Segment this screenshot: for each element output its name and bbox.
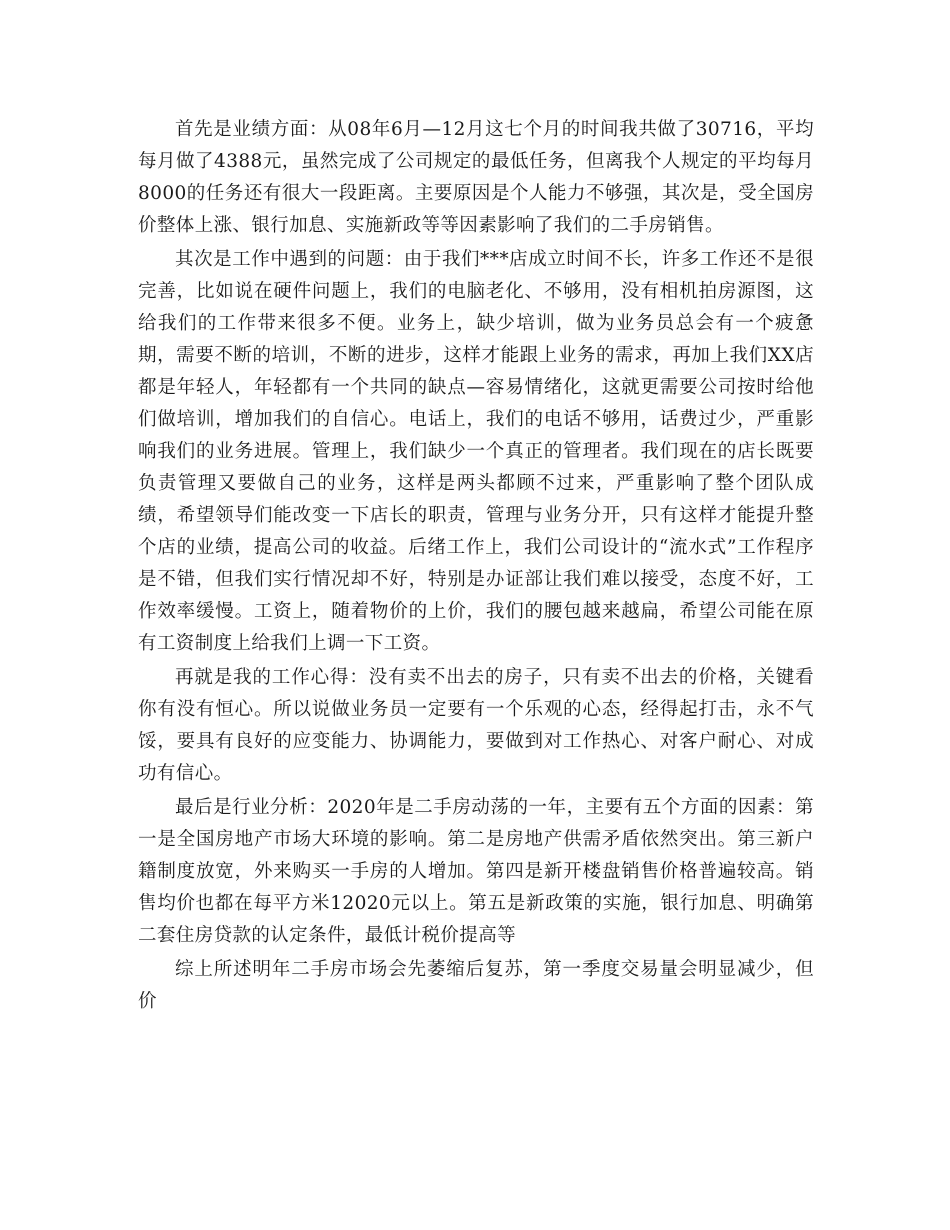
paragraph-performance: 首先是业绩方面：从08年6月—12月这七个月的时间我共做了30716，平均每月做了4388元，虽然完成了公司规定的最低任务，但离我个人规定的平均每月8000的任务还有很大一段距离。主要原因是个人能力不够强，其次是，受全国房价整体上涨、银行加息、实施新政等等因素影响了我们的二手房销售。 xyxy=(138,119,814,236)
document-body xyxy=(138,114,814,1020)
paragraph-problems: 其次是工作中遇到的问题：由于我们***店成立时间不长，许多工作还不是很完善，比如说在硬件问题上，我们的电脑老化、不够用，没有相机拍房源图，这给我们的工作带来很多不便。业务上，缺少培训，做为业务员总会有一个疲惫期，需要不断的培训，不断的进步，这样才能跟上业务的需求，再加上我们XX店都是年轻人，年轻都有一个共同的缺点—容易情绪化，这就更需要公司按时给他们做培训，增加我们的自信心。电话上，我们的电话不够用，话费过少，严重影响我们的业务进展。管理上，我们缺少一个真正的管理者。我们现在的店长既要负责管理又要做自己的业务，这样是两头都顾不过来，严重影响了整个团队成绩，希望领导们能改变一下店长的职责，管理与业务分开，只有这样才能提升整个店的业绩，提高公司的收益。后绪工作上，我们公司设计的“流水式”工作程序是不错，但我们实行情况却不好，特别是办证部让我们难以接受，态度不好，工作效率缓慢。工资上，随着物价的上价，我们的腰包越来越扁，希望公司能在原有工资制度上给我们上调一下工资。 xyxy=(138,249,814,654)
paragraph-experience: 再就是我的工作心得：没有卖不出去的房子，只有卖不出去的价格，关键看你有没有恒心。所以说做业务员一定要有一个乐观的心态，经得起打击，永不气馁，要具有良好的应变能力、协调能力，要做到对工作热心、对客户耐心、对成功有信心。 xyxy=(138,667,814,784)
paragraph-industry-analysis: 最后是行业分析：2020年是二手房动荡的一年，主要有五个方面的因素：第一是全国房地产市场大环境的影响。第二是房地产供需矛盾依然突出。第三新户籍制度放宽，外来购买一手房的人增加。第四是新开楼盘销售价格普遍较高。销售均价也都在每平方米12020元以上。第五是新政策的实施，银行加息、明确第二套住房贷款的认定条件，最低计税价提高等 xyxy=(138,797,814,946)
paragraph-summary: 综上所述明年二手房市场会先萎缩后复苏，第一季度交易量会明显减少，但价 xyxy=(138,959,814,1012)
